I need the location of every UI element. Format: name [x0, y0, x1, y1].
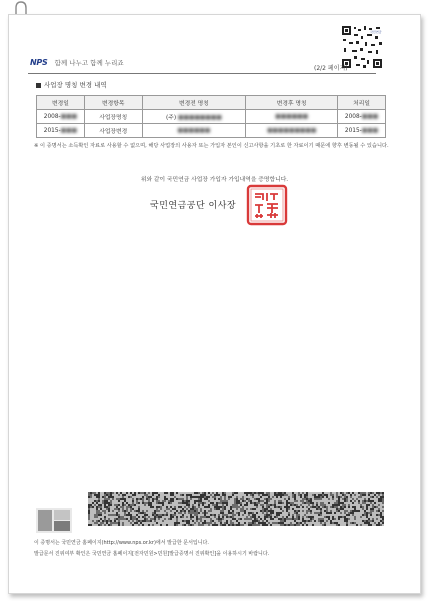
table-cell: (주) ■■■■■■■■: [142, 110, 246, 124]
confirmation-text: 위와 같이 국민연금 사업장 가입자 가입내역을 증명합니다.: [140, 177, 289, 183]
section-title: [36, 80, 107, 89]
nps-logo: NPS: [30, 58, 48, 67]
column-header: 변경일: [37, 96, 85, 110]
column-header: 처리일: [338, 96, 386, 110]
column-header: 변경항목: [84, 96, 142, 110]
name-change-history-table: [36, 95, 386, 138]
page-indicator: (2/2 페이지): [314, 65, 348, 72]
table-cell: 사업장명칭: [84, 110, 142, 124]
table-cell: 2008-■■■: [37, 110, 85, 124]
footer-issued-note: 이 증명서는 국민연금 홈페이지(http://www.nps.or.kr)에서 발급한 문서입니다.: [34, 540, 209, 546]
bullet-square-icon: [36, 83, 41, 88]
table-header-row: [37, 96, 386, 110]
table-cell: ■■■■■■■■■: [246, 124, 338, 138]
section-title-text: 사업장 명칭 변경 내역: [44, 81, 107, 89]
table-row: [37, 110, 386, 124]
official-seal-icon: [245, 183, 289, 227]
table-cell: 2015-■■■: [37, 124, 85, 138]
table-cell: 2008-■■■: [338, 110, 386, 124]
table-row: [37, 124, 386, 138]
issuer-name: 국민연금공단 이사장: [150, 201, 237, 211]
document-header: [30, 58, 124, 67]
column-header: 변경후 명칭: [246, 96, 338, 110]
svg-text:국민연금: 국민연금: [370, 30, 382, 34]
header-slogan: 함께 나누고 함께 누리죠: [54, 59, 124, 67]
footer-verification-note: 발급문서 진위여부 확인은 국민연금 홈페이지[전자민원>민원]발급증명서 진위확인]을 이용하시기 바랍니다.: [34, 551, 270, 557]
table-cell: ■■■■■■: [246, 110, 338, 124]
table-cell: 사업장변경: [84, 124, 142, 138]
barcode-strip: [88, 492, 384, 526]
column-header: 변경전 명칭: [142, 96, 246, 110]
disclaimer-note: ※ 이 증명서는 소득확인 자료로 사용할 수 없으며, 해당 사업장의 사용자 또는 가입자 본인이 신고사항을 기초로 한 자료이기 때문에 향후 변동될 수 있습니다.: [34, 143, 389, 149]
header-divider: [28, 73, 376, 74]
verification-stamp-icon: [36, 508, 72, 533]
table-cell: ■■■■■■: [142, 124, 246, 138]
table-cell: 2015-■■■: [338, 124, 386, 138]
